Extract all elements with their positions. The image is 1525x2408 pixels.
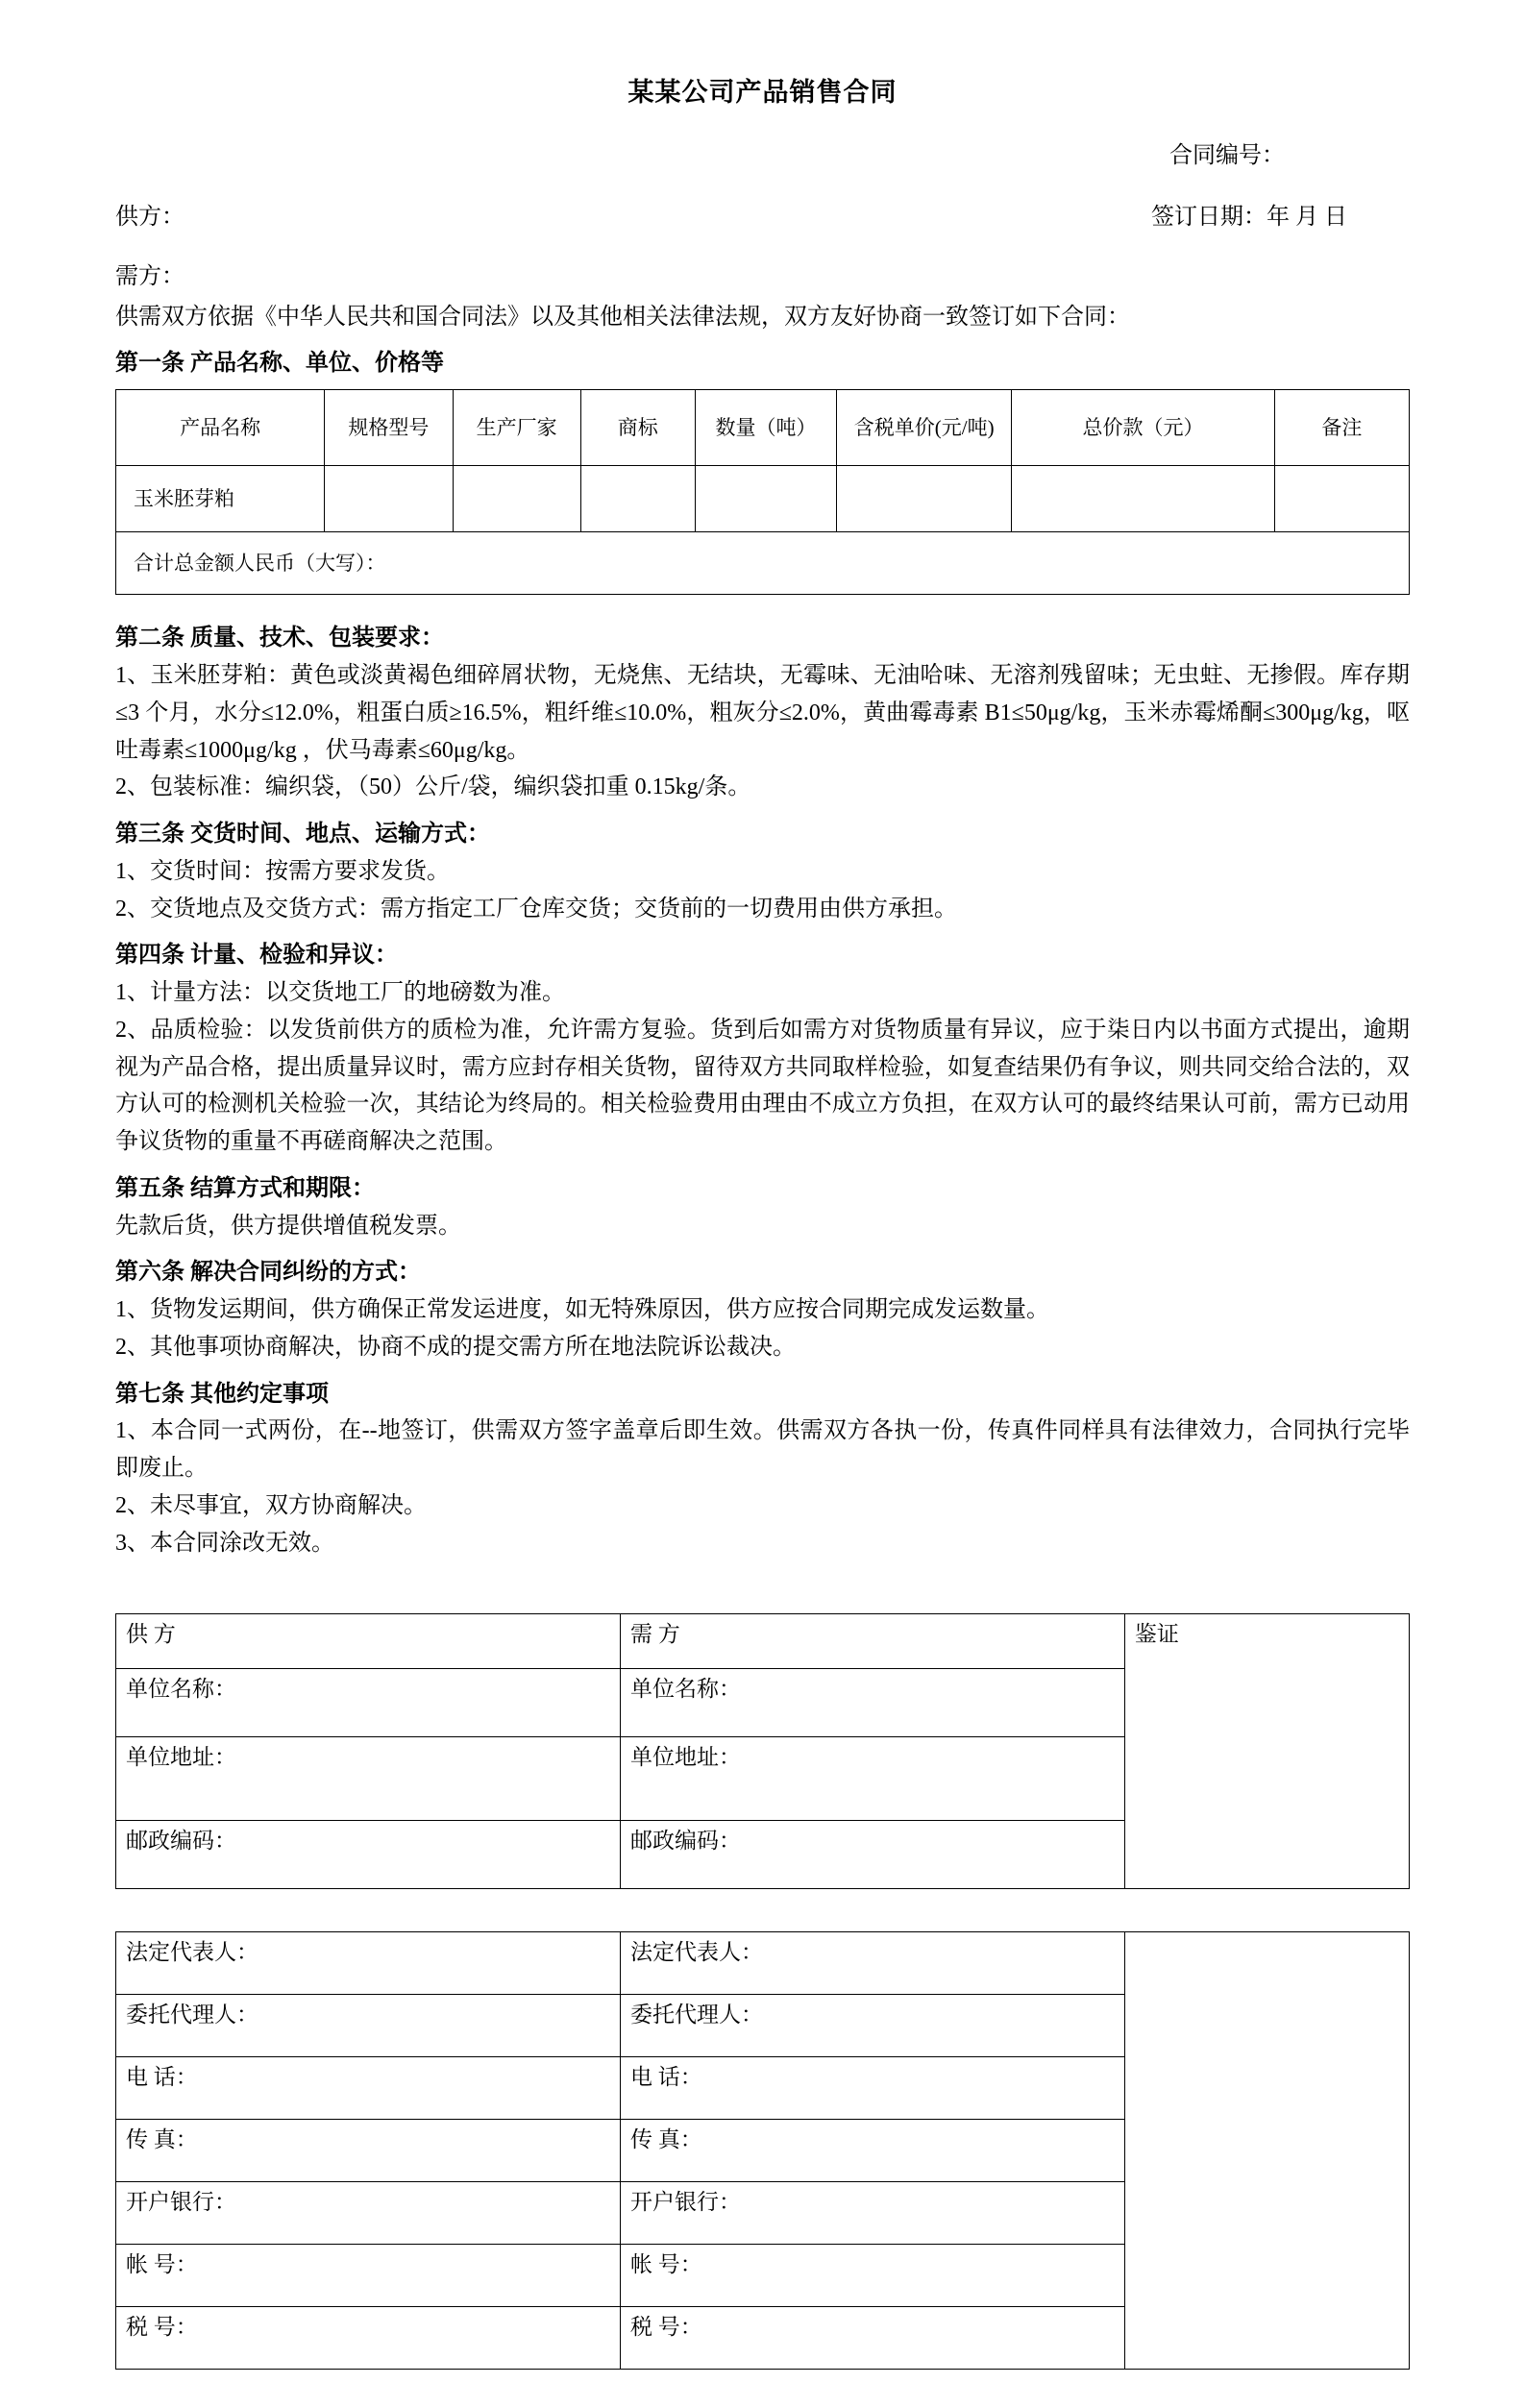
cell-spec-model[interactable]: [325, 466, 453, 532]
clause-4-item-1: 1、计量方法：以交货地工厂的地磅数为准。: [115, 979, 565, 1005]
verification-blank-cell: [1124, 1932, 1409, 2370]
supplier-phone[interactable]: 电 话：: [116, 2057, 621, 2120]
col-spec-model: 规格型号: [325, 390, 453, 466]
cell-trademark[interactable]: [580, 466, 695, 532]
clause-6-title: 第六条 解决合同纠纷的方式：: [115, 1260, 421, 1286]
buyer-legal-representative[interactable]: 法定代表人：: [620, 1932, 1124, 1995]
cell-remark[interactable]: [1274, 466, 1409, 532]
clause-5-item-1: 先款后货，供方提供增值税发票。: [115, 1213, 461, 1239]
supplier-and-date-row: [115, 200, 1410, 234]
page-title: 某某公司产品销售合同: [627, 78, 898, 107]
clause-7-title: 第七条 其他约定事项: [115, 1381, 329, 1407]
col-total-price: 总价款（元）: [1012, 390, 1274, 466]
cell-product-name[interactable]: 玉米胚芽粕: [116, 466, 325, 532]
supplier-account-number[interactable]: 帐 号：: [116, 2245, 621, 2307]
col-product-name: 产品名称: [116, 390, 325, 466]
col-unit-price: 含税单价(元/吨): [837, 390, 1012, 466]
clause-2-item-1: 1、玉米胚芽粕：黄色或淡黄褐色细碎屑状物，无烧焦、无结块，无霉味、无油哈味、无溶剂残留味；无虫蛀、无掺假。库存期≤3 个月，水分≤12.0%，粗蛋白质≥16.5%，粗纤维≤10.0%，粗灰分≤2.0%，黄曲霉毒素 B1≤50μg/kg，玉米赤霉烯酮≤300μg/kg，呕吐毒素≤1000μg/kg ，伏马毒素≤60μg/kg。: [115, 662, 1410, 763]
supplier-header: 供 方: [116, 1614, 621, 1669]
buyer-label: 需方：: [115, 263, 184, 289]
verification-header: 鉴证: [1124, 1614, 1409, 1889]
supplier-label: 供方：: [115, 204, 184, 230]
clause-3-item-2: 2、交货地点及交货方式：需方指定工厂仓库交货；交货前的一切费用由供方承担。: [115, 896, 957, 921]
intro-paragraph: 供需双方依据《中华人民共和国合同法》以及其他相关法律法规，双方友好协商一致签订如下合同：: [115, 304, 1130, 330]
buyer-fax[interactable]: 传 真：: [620, 2120, 1124, 2182]
clause-4-item-2: 2、品质检验：以发货前供方的质检为准，允许需方复验。货到后如需方对货物质量有异议，应于柒日内以书面方式提出，逾期视为产品合格，提出质量异议时，需方应封存相关货物，留待双方共同取样检验，如复查结果仍有争议，则共同交给合法的，双方认可的检测机关检验一次，其结论为终局的。相关检验费用由理由不成立方负担，在双方认可的最终结果认可前，需方已动用争议货物的重量不再磋商解决之范围。: [115, 1017, 1410, 1155]
signature-table-contact-info: [115, 1931, 1410, 2370]
buyer-bank[interactable]: 开户银行：: [620, 2182, 1124, 2245]
supplier-tax-number[interactable]: 税 号：: [116, 2307, 621, 2370]
cell-manufacturer[interactable]: [453, 466, 580, 532]
clause-2-item-2: 2、包装标准：编织袋，（50）公斤/袋，编织袋扣重 0.15kg/条。: [115, 774, 751, 800]
supplier-company-name[interactable]: 单位名称：: [116, 1669, 621, 1737]
clause-6-item-1: 1、货物发运期间，供方确保正常发运进度，如无特殊原因，供方应按合同期完成发运数量。: [115, 1296, 1049, 1322]
clause-3-title: 第三条 交货时间、地点、运输方式：: [115, 822, 490, 848]
table-row: [116, 466, 1410, 532]
clause-6-item-2: 2、其他事项协商解决，协商不成的提交需方所在地法院诉讼裁决。: [115, 1334, 796, 1360]
buyer-account-number[interactable]: 帐 号：: [620, 2245, 1124, 2307]
clause-3-item-1: 1、交货时间：按需方要求发货。: [115, 858, 450, 884]
table-row: [116, 1614, 1410, 1669]
total-amount-label[interactable]: 合计总金额人民币（大写）：: [116, 532, 1410, 595]
cell-quantity[interactable]: [695, 466, 836, 532]
clause-7-item-2: 2、未尽事宜，双方协商解决。: [115, 1492, 427, 1518]
clause-7-item-1: 1、本合同一式两份，在--地签订，供需双方签字盖章后即生效。供需双方各执一份，传真件同样具有法律效力，合同执行完毕即废止。: [115, 1417, 1410, 1481]
cell-total-price[interactable]: [1012, 466, 1274, 532]
buyer-header: 需 方: [620, 1614, 1124, 1669]
product-table: [115, 389, 1410, 595]
supplier-fax[interactable]: 传 真：: [116, 2120, 621, 2182]
table-total-row: [116, 532, 1410, 595]
buyer-company-name[interactable]: 单位名称：: [620, 1669, 1124, 1737]
clause-7-item-3: 3、本合同涂改无效。: [115, 1530, 334, 1556]
clause-4-title: 第四条 计量、检验和异议：: [115, 943, 398, 969]
col-manufacturer: 生产厂家: [453, 390, 580, 466]
supplier-company-address[interactable]: 单位地址：: [116, 1737, 621, 1821]
table-gap: [115, 1889, 1410, 1931]
col-remark: 备注: [1274, 390, 1409, 466]
buyer-phone[interactable]: 电 话：: [620, 2057, 1124, 2120]
signature-table-company-info: [115, 1613, 1410, 1889]
clause-5-title: 第五条 结算方式和期限：: [115, 1176, 375, 1202]
col-trademark: 商标: [580, 390, 695, 466]
contract-number-line: 合同编号：: [1169, 142, 1285, 168]
buyer-authorized-agent[interactable]: 委托代理人：: [620, 1995, 1124, 2057]
clause-2-title: 第二条 质量、技术、包装要求：: [115, 626, 444, 651]
cell-unit-price[interactable]: [837, 466, 1012, 532]
product-table-header-row: [116, 390, 1410, 466]
supplier-authorized-agent[interactable]: 委托代理人：: [116, 1995, 621, 2057]
col-quantity: 数量（吨）: [695, 390, 836, 466]
clause-1-title: 第一条 产品名称、单位、价格等: [115, 350, 444, 376]
supplier-legal-representative[interactable]: 法定代表人：: [116, 1932, 621, 1995]
table-row: [116, 1932, 1410, 1995]
buyer-postal-code[interactable]: 邮政编码：: [620, 1821, 1124, 1889]
buyer-tax-number[interactable]: 税 号：: [620, 2307, 1124, 2370]
sign-date-label: 签订日期：年 月 日: [1151, 204, 1347, 230]
signature-section: [115, 1613, 1410, 2370]
buyer-company-address[interactable]: 单位地址：: [620, 1737, 1124, 1821]
supplier-bank[interactable]: 开户银行：: [116, 2182, 621, 2245]
supplier-postal-code[interactable]: 邮政编码：: [116, 1821, 621, 1889]
